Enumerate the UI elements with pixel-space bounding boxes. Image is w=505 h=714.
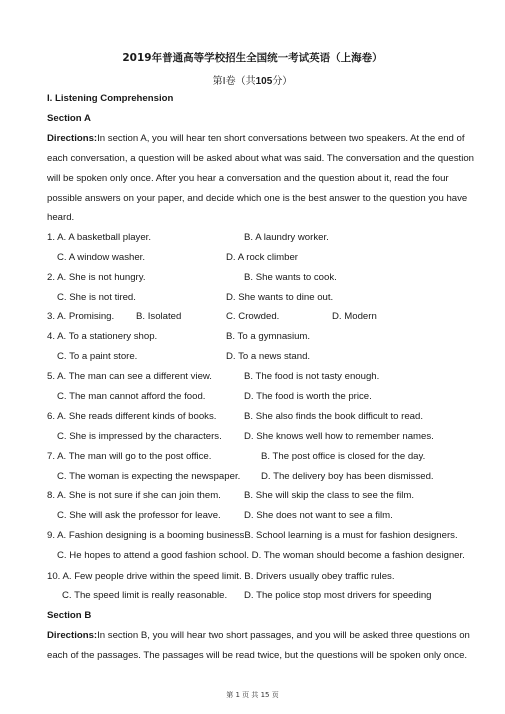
q3-option-b: B. Isolated [136,311,182,322]
q7-row-1 [47,451,426,463]
exam-title: 2019年普通高等学校招生全国统一考试英语（上海卷） [122,52,383,64]
q4-option-a: 4. A. To a stationery shop. [47,331,158,342]
q10-option-c: C. The speed limit is really reasonable. [62,590,228,601]
q9-options-ab: 9. A. Fashion designing is a booming businessB. School learning is a must for fashion designers. [47,530,458,541]
q10-row-1 [47,571,395,583]
directions-label: Directions: [47,630,98,641]
q6-option-d: D. She knows well how to remember names. [244,431,434,442]
q4-row-1 [47,331,311,343]
section-a-directions-line-5: heard. [47,212,75,223]
q8-option-b: B. She will skip the class to see the film. [244,490,415,501]
q10-option-d: D. The police stop most drivers for speeding [244,590,432,601]
q6-row-2 [47,431,434,443]
q9-options-cd: C. He hopes to attend a good fashion school. D. The woman should become a fashion designer. [57,550,465,561]
q5-option-c: C. The man cannot afford the food. [57,391,206,402]
q3-option-a: 3. A. Promising. [47,311,115,322]
q6-row-1 [47,411,424,423]
q10-options-ab: 10. A. Few people drive within the speed limit. B. Drivers usually obey traffic rules. [47,571,395,582]
q2-option-b: B. She wants to cook. [244,272,337,283]
q8-row-1 [47,490,415,502]
subtitle-score: 105 [255,76,273,87]
q8-option-a: 8. A. She is not sure if she can join them. [47,490,221,501]
section-a-directions-line-4: possible answers on your paper, and decide which one is the best answer to the question you have [47,193,468,204]
q6-option-c: C. She is impressed by the characters. [57,431,222,442]
q4-option-c: C. To a paint store. [57,351,138,362]
paper-subtitle [0,72,505,87]
q8-option-c: C. She will ask the professor for leave. [57,510,221,521]
section-a-directions-line-3: will be spoken only once. After you hear a conversation and the question about it, read the four [47,173,449,184]
q7-option-a: 7. A. The man will go to the post office. [47,451,212,462]
section-b-heading: Section B [47,610,92,621]
q1-row-2 [47,252,298,264]
page-footer: 第 1 页 共 15 页 [226,691,279,699]
q6-option-b: B. She also finds the book difficult to read. [244,411,424,422]
q1-option-b: B. A laundry worker. [244,232,329,243]
q3-row [47,311,377,323]
q5-row-1 [47,371,380,383]
q4-row-2 [47,351,311,363]
q9-row-1 [47,530,458,542]
section-b-directions-line-1: Directions:In section B, you will hear two short passages, and you will be asked three questions on [47,630,470,641]
q6-option-a: 6. A. She reads different kinds of books. [47,411,217,422]
q8-row-2 [47,510,393,522]
q2-option-d: D. She wants to dine out. [226,292,334,303]
subtitle-suffix: 分） [272,76,293,87]
directions-label: Directions: [47,133,98,144]
q8-option-d: D. She does not want to see a film. [244,510,393,521]
q2-option-a: 2. A. She is not hungry. [47,272,146,283]
subtitle-prefix: 第Ⅰ卷（共 [212,76,256,87]
q2-row-2 [47,292,334,304]
q10-row-2 [47,590,432,602]
q1-option-a: 1. A. A basketball player. [47,232,152,243]
q5-option-d: D. The food is worth the price. [244,391,372,402]
q4-option-b: B. To a gymnasium. [226,331,311,342]
q7-option-c: C. The woman is expecting the newspaper. [57,471,241,482]
section-b-directions-line-2: each of the passages. The passages will be read twice, but the questions will be spoken only once. [47,650,468,661]
q5-option-b: B. The food is not tasty enough. [244,371,380,382]
q5-row-2 [47,391,372,403]
q4-option-d: D. To a news stand. [226,351,311,362]
q1-row-1 [47,232,329,244]
q1-option-c: C. A window washer. [57,252,145,263]
q3-option-c: C. Crowded. [226,311,280,322]
part-heading: I. Listening Comprehension [47,93,174,104]
q9-row-2 [47,550,465,562]
section-a-directions-line-1: Directions:In section A, you will hear ten short conversations between two speakers. At the end of [47,133,465,144]
q7-option-d: D. The delivery boy has been dismissed. [261,471,434,482]
q7-option-b: B. The post office is closed for the day. [261,451,426,462]
q5-option-a: 5. A. The man can see a different view. [47,371,212,382]
q7-row-2 [47,471,434,483]
section-a-directions-line-2: each conversation, a question will be asked about what was said. The conversation and the question [47,153,475,164]
q1-option-d: D. A rock climber [226,252,298,263]
q3-option-d: D. Modern [332,311,377,322]
q2-row-1 [47,272,337,284]
section-a-heading: Section A [47,113,91,124]
q2-option-c: C. She is not tired. [57,292,136,303]
